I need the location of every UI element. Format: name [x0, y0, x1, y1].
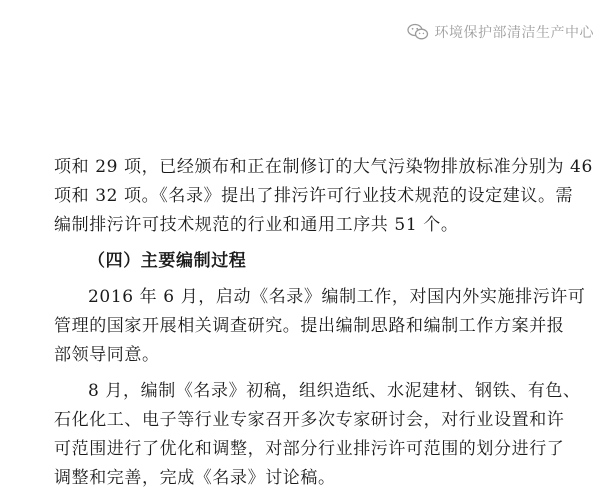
watermark-text: 环境保护部清洁生产中心	[434, 25, 594, 41]
text-line: 石化化工、电子等行业专家召开多次专家研讨会，对行业设置和许	[54, 410, 565, 430]
watermark	[407, 22, 595, 42]
section-heading: （四）主要编制过程	[88, 251, 247, 271]
text-line: 项和 29 项，已经颁布和正在制修订的大气污染物排放标准分别为 46	[54, 157, 593, 177]
text-line: 项和 32 项。《名录》提出了排污许可行业技术规范的设定建议。需	[54, 186, 574, 206]
text-line: 部领导同意。	[54, 345, 160, 365]
text-line: 调整和完善，完成《名录》讨论稿。	[54, 468, 336, 488]
text-line: 8 月，编制《名录》初稿，组织造纸、水泥建材、钢铁、有色、	[88, 381, 581, 401]
paragraph-standards	[54, 153, 593, 240]
text-line: 2016 年 6 月，启动《名录》编制工作，对国内外实施排污许可	[88, 287, 586, 307]
wechat-icon	[407, 23, 429, 41]
document-body	[54, 153, 593, 493]
text-line: 管理的国家开展相关调查研究。提出编制思路和编制工作方案并报	[54, 316, 565, 336]
paragraph-august	[54, 377, 581, 493]
text-line: 编制排污许可技术规范的行业和通用工序共 51 个。	[54, 215, 459, 235]
paragraph-june	[54, 283, 586, 370]
text-line: 可范围进行了优化和调整，对部分行业排污许可范围的划分进行了	[54, 439, 565, 459]
